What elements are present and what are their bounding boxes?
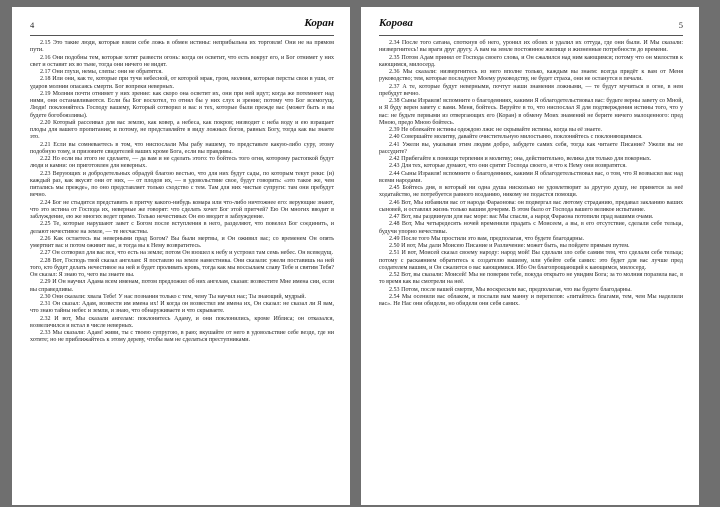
verse: 2.20 Который рассеивал для вас землю, как ковер, а небеса, как покров; низводит с неба воду и ею взращает плоды для вашего пропитания; и потому, не представляйте в виду ложных богов, равных Богу, тогда как вы знаете это.	[30, 119, 334, 141]
right-page-header	[379, 17, 683, 36]
verse: 2.50 И вот, Мы дали Моисею Писание и Различение: может быть, вы пойдете прямым путем.	[389, 243, 630, 249]
verse: 2.35 Потом Адам принял от Господа своего слова, и Он сжалился над ним кающимся; потому что он милостив к кающимся, милосерд.	[379, 54, 683, 68]
verse: 2.52 Вот, вы сказали: Моисей! Мы не поверим тебе, покуда открыто не увидим Бога; за то молния поразила вас, в то время как вы смотрели на неё.	[379, 272, 683, 286]
verse: 2.44 Сыны Израиля! вспомните о благодеяниях, какими Я облагодетельствовал вас, о том, что Я возвысил вас над всеми народами.	[379, 170, 683, 184]
verse: 2.42 Прибегайте к помощи терпения и молитву; она, действительно, велика для только для покорных.	[389, 156, 652, 162]
verse: 2.24 Бог не стыдится представить в притчу какого-нибудь комара или что-либо ничтожнее его: верующие знают, что это истина от Господа их, неверные же говорят: что сделать хочет Бог этой притчей? Ею Он многих вводит в заблуждение, ею же многих ведет прямо. Только нечестивых Он ею вводит в заблуждение.	[30, 199, 334, 220]
verse: 2.26 Как остаетесь вы неверными прад Богом? Вы были мертвы, и Он оживил вас; со временем Он опять умертвит вас и потом оживит вас, и тогда вы к Нему возвратитесь.	[30, 235, 334, 249]
verse: 2.22 Но если вы этого не сделаете, — да вам и не сделать этого: то бойтесь того огня, которому растопкой будут люди и камни: он приготовлен для неверных.	[30, 156, 334, 170]
verse: 2.41 Ужели вы, указывая этим людям добро, забудете самих себя, тогда как читаете Писание? Ужели вы не рассудите?	[379, 141, 683, 155]
verse: 2.36 Мы сказали: низвергнитесь из него вполне только, каждым вы знаем: всегда придёт к вам от Меня руководство; тем, которые последуют Моему руководству, не будет страха, они не останутся в печали.	[379, 69, 683, 83]
verse: 2.17 Они глухи, немы, слепы: они не обратятся.	[40, 69, 163, 75]
verse: 2.40 Совершайте молитву, давайте очистительную милостыню, поклоняйтесь с поклоняющимися.	[389, 134, 643, 141]
verse: 2.54 Мы осенили вас облаком, и послали вам манну и перепелов: «питайтесь благами, тем, чем Мы наделили вас». Не Нас они обидели, но обидели они себя самих.	[379, 293, 683, 307]
verse: 2.33 Мы сказали: Адам! живи, ты с твоею супругою, в раю; вкушайте от него в удовольствие себе везде, где ни хотите; но не приближайтесь к этому дереву, чтобы вам не сделаться преступниками.	[30, 330, 334, 344]
verse: 2.37 А те, которые будут неверными, почтут наши знамения ложными, — те будут мучиться в огне, в нем пребудут вечно.	[379, 83, 683, 97]
verse: 2.47 Вот, мы раздвинули для вас море: вас Мы спасли, а народ Фараона потопили прад вашими очами.	[389, 214, 654, 220]
page-number: 5	[678, 20, 683, 30]
left-page	[12, 7, 350, 505]
verse: 2.39 Не облекайте истины одеждою лжи: не скрывайте истины, когда вы её знаете.	[389, 127, 603, 133]
verse: 2.45 Бойтесь дня, в который ни одна душа нисколько не удовлетворит за другую душу, не примется за неё ходатайство, не потребуется равного возданию, никому не подастся помощи.	[379, 185, 683, 199]
verse: 2.23 Верующих и добродетельных обрадуй благою вестью, что для них будут сады, по которым текут реки: (и) каждый раз, как вкусят они от них, — от плодов их, — в удовольствие свое, будут говорить: «это такое же, чем питались мы прежде», по оно представляет только сходство с тем. Там для них чистые супруги: там они пребудут вечно.	[30, 170, 334, 199]
verse: 2.51 И вот, Моисей сказал своему народу: народ мой! Вы сделали зло себе самим тем, что сделали себе тельца; потому с раскаянием обратитесь к создателю вашему, или убейте себя самих: это будет для вас лучше пред создателем вашим, и Он сжалится о вас кающимися. Ибо Он благопрощающий к кающимся, милосерд.	[379, 250, 683, 271]
running-title: Коран	[304, 17, 334, 29]
verse: 2.30 Они сказали: хвала Тебе! У нас познания только с тем, чему Ты научил нас; Ты знающий, мудрый.	[40, 293, 307, 300]
verse: 2.43 Для тех, которые думают, что они срятят Господа своего, и что к Нему они возвратятся.	[389, 163, 627, 170]
verse: 2.18 Или они, как те, которые при тучи небесной, от которой мрак, гром, молния, которые персты свои в уши, от ударов молнии опасаясь смерти. Бог вопреки неверных.	[30, 76, 334, 90]
left-page-text	[30, 40, 334, 345]
verse: 2.38 Сыны Израиля! вспомните о благодеяниях, какими Я облагодетельствовал вас: будьте верны завету со Мной, и Я буду верен завету с вами. Меня, бойтесь. Веруйте в то, что ниспослал Я для подтверждения истины того, что у вас: не будьте первыми из отвергающих его (Коран) в обмену Моих знамений не берите ничего малоценного: пред Мною, предо Мною бойтесь.	[379, 98, 683, 126]
right-page-text	[379, 40, 683, 308]
verse: 2.25 Те, которые нарушают завет с Богом после вступления в него, разделяют, что повелел Бог соединить, и делают нечестивое на земле, — те несчастны.	[30, 221, 334, 235]
right-page	[361, 7, 699, 505]
verse: 2.28 Вот, Господь твой сказал ангелам: Я поставлю на земле наместника. Они сказали: ужели поставишь на ней того, кто будет делать нечестивое на ней и будет проливать кровь, тогда как мы воссылаем славу Тебе и святим Тебя? Он сказал: Я знаю то, чего вы знаете вы.	[30, 257, 334, 278]
page-gutter	[350, 0, 361, 507]
left-page-header	[30, 17, 334, 36]
verse: 2.21 Если вы сомневаетесь в том, что ниспослали Мы рабу нашему, то представьте какую-либо суру, этому подобную тому, и призовите свидетелей ваших кроме Бога, если вы правдивы.	[30, 141, 334, 155]
verse: 2.15 Это такие люди, которые взяли себе ложь в обмен истины: неприбыльна их торговля! Они не на прямом пути.	[30, 40, 334, 54]
verse: 2.19 Молния почти отнимет у них зрение: как скоро она осветит их, они при ней идут; когда же потемнеет над ними, они останавливаются. Если бы Бог восхотел, то отнял бы у них слух и зрение; потому что Бог всемогущ. Люди! поклоняйтесь Господу вашему, Который сотворил и вас и тех, которые были прежде вас (может быть и вы будете богобоязливы).	[30, 90, 334, 119]
running-title: Корова	[379, 17, 413, 29]
verse: 2.48 Вот, Мы четыредесять ночей временили прадать с Моисеем, а вы, в его отсутствие, сделали себе тельца, будучи упорно нечестивы.	[379, 221, 683, 235]
verse: 2.32 И вот, Мы сказали ангелам: поклонитесь Адаму, и они поклонились, кроме Иблиса; он отказался, возвеличился и встал в числе неверных.	[30, 315, 334, 329]
verse: 2.49 После того Мы простили это вам, предполагая, что будете благодарны.	[389, 235, 585, 242]
verse: 2.29 И Он научил Адама всем именам, потом предложил об них ангелам, сказав: возвестите Мне имена сии, если вы справедливы.	[30, 279, 334, 293]
verse: 2.16 Они подобны тем, которые хотят развести огонь: когда он осветит, что есть вокруг его, и Бог отнимет у них свет и оставит их во тьме, тогда они ничего не видят.	[30, 54, 334, 68]
verse: 2.53 Потом, после вашей смерти, Мы воскресили вас, предполагая, что вы будете благодарны.	[389, 286, 632, 293]
verse: 2.46 Вот, Мы избавили вас от народа Фараонова: он подвергал вас лютому страданию, предавал закланию ваших сыновей, и оставлял жизнь только вашим дочерям. В этом было от Господа вашего великое испытание.	[379, 199, 683, 213]
verse: 2.34 После того сатана, споткнув об него, уронил их обоих и удалил их оттуда, где они были. И Мы сказали: низвергнитесь! вы враги друг другу. А вам на земле постоянное жилище и жизненные потребности до времени.	[379, 40, 683, 54]
page-number: 4	[30, 20, 35, 30]
verse: 2.27 Он сотворил для вас все, что есть на земле; потом Он взошел к небу и устроил там семь небес. Он всеведущ.	[40, 250, 333, 257]
verse: 2.31 Он сказал: Адам, возвести им имена их! И когда он возвестил им имена их, Он сказал: не сказал ли Я вам, что знаю тайны небес и земли, и знаю, что обнаруживаете и что скрываете.	[30, 301, 334, 315]
